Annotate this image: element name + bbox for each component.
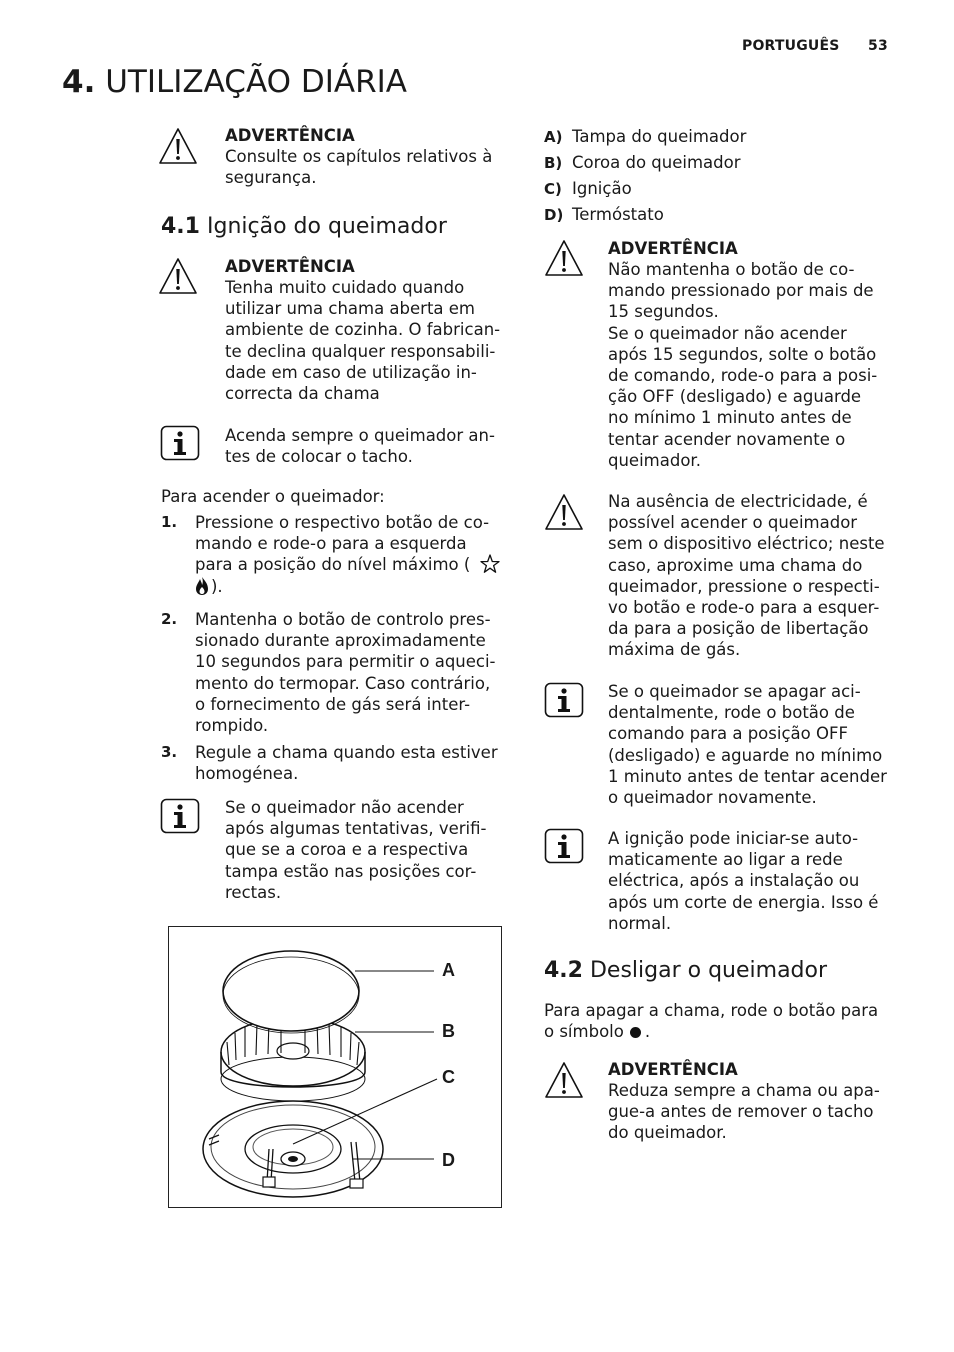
text-line: Tenha muito cuidado quando xyxy=(225,278,465,297)
text-line: vo botão e rode-o para a esquer- xyxy=(608,598,880,618)
warning-title: ADVERTÊNCIA xyxy=(608,239,738,258)
figure-legend xyxy=(544,126,746,230)
section-number: 4.2 xyxy=(544,958,583,983)
info-block xyxy=(608,681,887,808)
steps-intro: Para acender o queimador: xyxy=(161,487,385,506)
text-line: Acenda sempre o queimador an- xyxy=(225,426,495,445)
text-line: Reduza sempre a chama ou apa- xyxy=(608,1081,880,1100)
text-line: de comando, rode-o para a posi- xyxy=(608,366,878,386)
text-line: 15 segundos. xyxy=(608,302,719,322)
text-line: rectas. xyxy=(225,882,282,902)
text-line: Se o queimador se apagar aci- xyxy=(608,682,861,701)
text-line: segurança. xyxy=(225,168,317,188)
warning-title: ADVERTÊNCIA xyxy=(225,126,355,145)
text-line: ambiente de cozinha. O fabrican- xyxy=(225,320,501,340)
text-line: . xyxy=(644,1022,651,1042)
figure-label-d: D xyxy=(442,1150,455,1170)
legend-text: Coroa do queimador xyxy=(572,153,741,172)
text-line-with-icon xyxy=(195,576,500,597)
section2-text xyxy=(544,1000,878,1042)
legend-text: Tampa do queimador xyxy=(572,127,747,146)
max-flame-star-icon xyxy=(480,554,500,574)
text-line: utilizar uma chama aberta em xyxy=(225,299,476,319)
text-line: dentalmente, rode o botão de xyxy=(608,703,855,723)
page-number: 53 xyxy=(868,38,888,54)
info-block xyxy=(608,828,878,934)
text-line: ). xyxy=(211,576,223,596)
warning-block xyxy=(608,491,885,661)
text-line: eléctrica, após a instalação ou xyxy=(608,871,860,891)
section-heading-4-2 xyxy=(544,958,827,983)
text-line: Consulte os capítulos relativos à xyxy=(225,147,493,166)
chapter-title xyxy=(62,64,407,100)
figure-label-c: C xyxy=(442,1067,455,1087)
info-block xyxy=(225,425,495,467)
warning-icon xyxy=(544,492,584,532)
text-line: A ignição pode iniciar-se auto- xyxy=(608,829,859,848)
text-line: Para apagar a chama, rode o botão para xyxy=(544,1001,879,1020)
section-title: Ignição do queimador xyxy=(206,214,447,239)
warning-icon xyxy=(544,1060,584,1100)
off-position-dot-icon xyxy=(630,1027,641,1038)
text-line: da para a posição de libertação xyxy=(608,619,869,639)
text-line: homogénea. xyxy=(195,764,299,784)
text-line: para a posição do nível máximo ( xyxy=(195,555,471,575)
text-line: máxima de gás. xyxy=(608,640,741,660)
text-line: o queimador novamente. xyxy=(608,788,817,808)
info-icon xyxy=(544,682,584,722)
chapter-number: 4. xyxy=(62,64,96,100)
text-line: sem o dispositivo eléctrico; neste xyxy=(608,534,885,554)
text-line: 1 minuto antes de tentar acender xyxy=(608,766,887,786)
text-line: mando e rode-o para a esquerda xyxy=(195,534,467,554)
chapter-title-text: UTILIZAÇÃO DIÁRIA xyxy=(105,64,407,100)
legend-key: C) xyxy=(544,180,562,198)
large-flame-icon xyxy=(195,576,209,596)
text-line: queimador, pressione o respecti- xyxy=(608,576,880,596)
text-line-with-icon xyxy=(544,1021,878,1042)
warning-icon xyxy=(158,256,198,296)
text-line: (desligado) e aguarde no mínimo xyxy=(608,745,883,765)
warning-block xyxy=(608,1059,880,1144)
language-label: PORTUGUÊS xyxy=(742,38,840,54)
text-line: tampa estão nas posições cor- xyxy=(225,861,477,881)
warning-block xyxy=(608,238,877,471)
text-line: sionado durante aproximadamente xyxy=(195,631,486,651)
section-title: Desligar o queimador xyxy=(589,958,828,983)
info-block xyxy=(225,797,486,903)
text-line: ção OFF (desligado) e aguarde xyxy=(608,387,862,407)
info-icon xyxy=(160,798,200,838)
text-line: gue-a antes de remover o tacho xyxy=(608,1102,874,1122)
step-number: 3. xyxy=(161,743,178,761)
info-icon xyxy=(160,425,200,465)
text-line: que se a coroa e a respectiva xyxy=(225,840,469,860)
text-line: Na ausência de electricidade, é xyxy=(608,492,868,511)
warning-icon xyxy=(158,126,198,166)
warning-top-block xyxy=(225,125,492,188)
section-heading-4-1 xyxy=(161,214,447,239)
text-line: mento do termopar. Caso contrário, xyxy=(195,673,491,693)
legend-item xyxy=(544,126,746,152)
text-line: do queimador. xyxy=(608,1123,727,1143)
warning-title: ADVERTÊNCIA xyxy=(225,257,355,276)
figure-label-b: B xyxy=(442,1021,455,1041)
text-line: possível acender o queimador xyxy=(608,513,858,533)
text-line: tentar acender novamente o xyxy=(608,429,846,449)
text-line: dade em caso de utilização in- xyxy=(225,362,477,382)
legend-item xyxy=(544,152,746,178)
text-line: mando pressionado por mais de xyxy=(608,281,874,301)
text-line: após 15 segundos, solte o botão xyxy=(608,344,877,364)
text-line-with-icon xyxy=(195,554,500,575)
text-line: 10 segundos para permitir o aqueci- xyxy=(195,652,496,672)
warning-icon xyxy=(544,238,584,278)
text-line: queimador. xyxy=(608,450,701,470)
warning-block xyxy=(225,256,500,404)
step-number: 1. xyxy=(161,513,178,531)
legend-item xyxy=(544,204,746,230)
text-line: Não mantenha o botão de co- xyxy=(608,260,855,279)
figure-label-a: A xyxy=(442,960,455,980)
text-line: te declina qualquer responsabili- xyxy=(225,341,496,361)
info-icon xyxy=(544,828,584,868)
text-line: caso, aproxime uma chama do xyxy=(608,555,863,575)
text-line: Regule a chama quando esta estiver xyxy=(195,743,498,762)
text-line: após algumas tentativas, verifi- xyxy=(225,819,487,839)
step-1-text xyxy=(195,512,500,597)
legend-key: D) xyxy=(544,206,564,224)
text-line: maticamente ao ligar a rede xyxy=(608,850,843,870)
legend-key: B) xyxy=(544,154,563,172)
text-line: Mantenha o botão de controlo pres- xyxy=(195,610,491,629)
burner-figure xyxy=(168,926,502,1208)
text-line: o fornecimento de gás será inter- xyxy=(195,694,471,714)
step-3-text xyxy=(195,742,498,784)
text-line: o símbolo xyxy=(544,1022,624,1042)
legend-key: A) xyxy=(544,128,563,146)
text-line: após um corte de energia. Isso é xyxy=(608,892,879,912)
text-line: Se o queimador não acender xyxy=(225,798,464,817)
legend-text: Ignição xyxy=(572,179,632,198)
text-line: tes de colocar o tacho. xyxy=(225,447,413,467)
step-2-text xyxy=(195,609,496,736)
text-line: Pressione o respectivo botão de co- xyxy=(195,513,490,532)
section-number: 4.1 xyxy=(161,214,200,239)
text-line: normal. xyxy=(608,913,672,933)
warning-title: ADVERTÊNCIA xyxy=(608,1060,738,1079)
step-number: 2. xyxy=(161,610,178,628)
text-line: comando para a posição OFF xyxy=(608,724,848,744)
text-line: Se o queimador não acender xyxy=(608,323,847,343)
text-line: correcta da chama xyxy=(225,384,380,404)
legend-text: Termóstato xyxy=(572,205,664,224)
legend-item xyxy=(544,178,746,204)
text-line: rompido. xyxy=(195,716,269,736)
text-line: no mínimo 1 minuto antes de xyxy=(608,408,852,428)
